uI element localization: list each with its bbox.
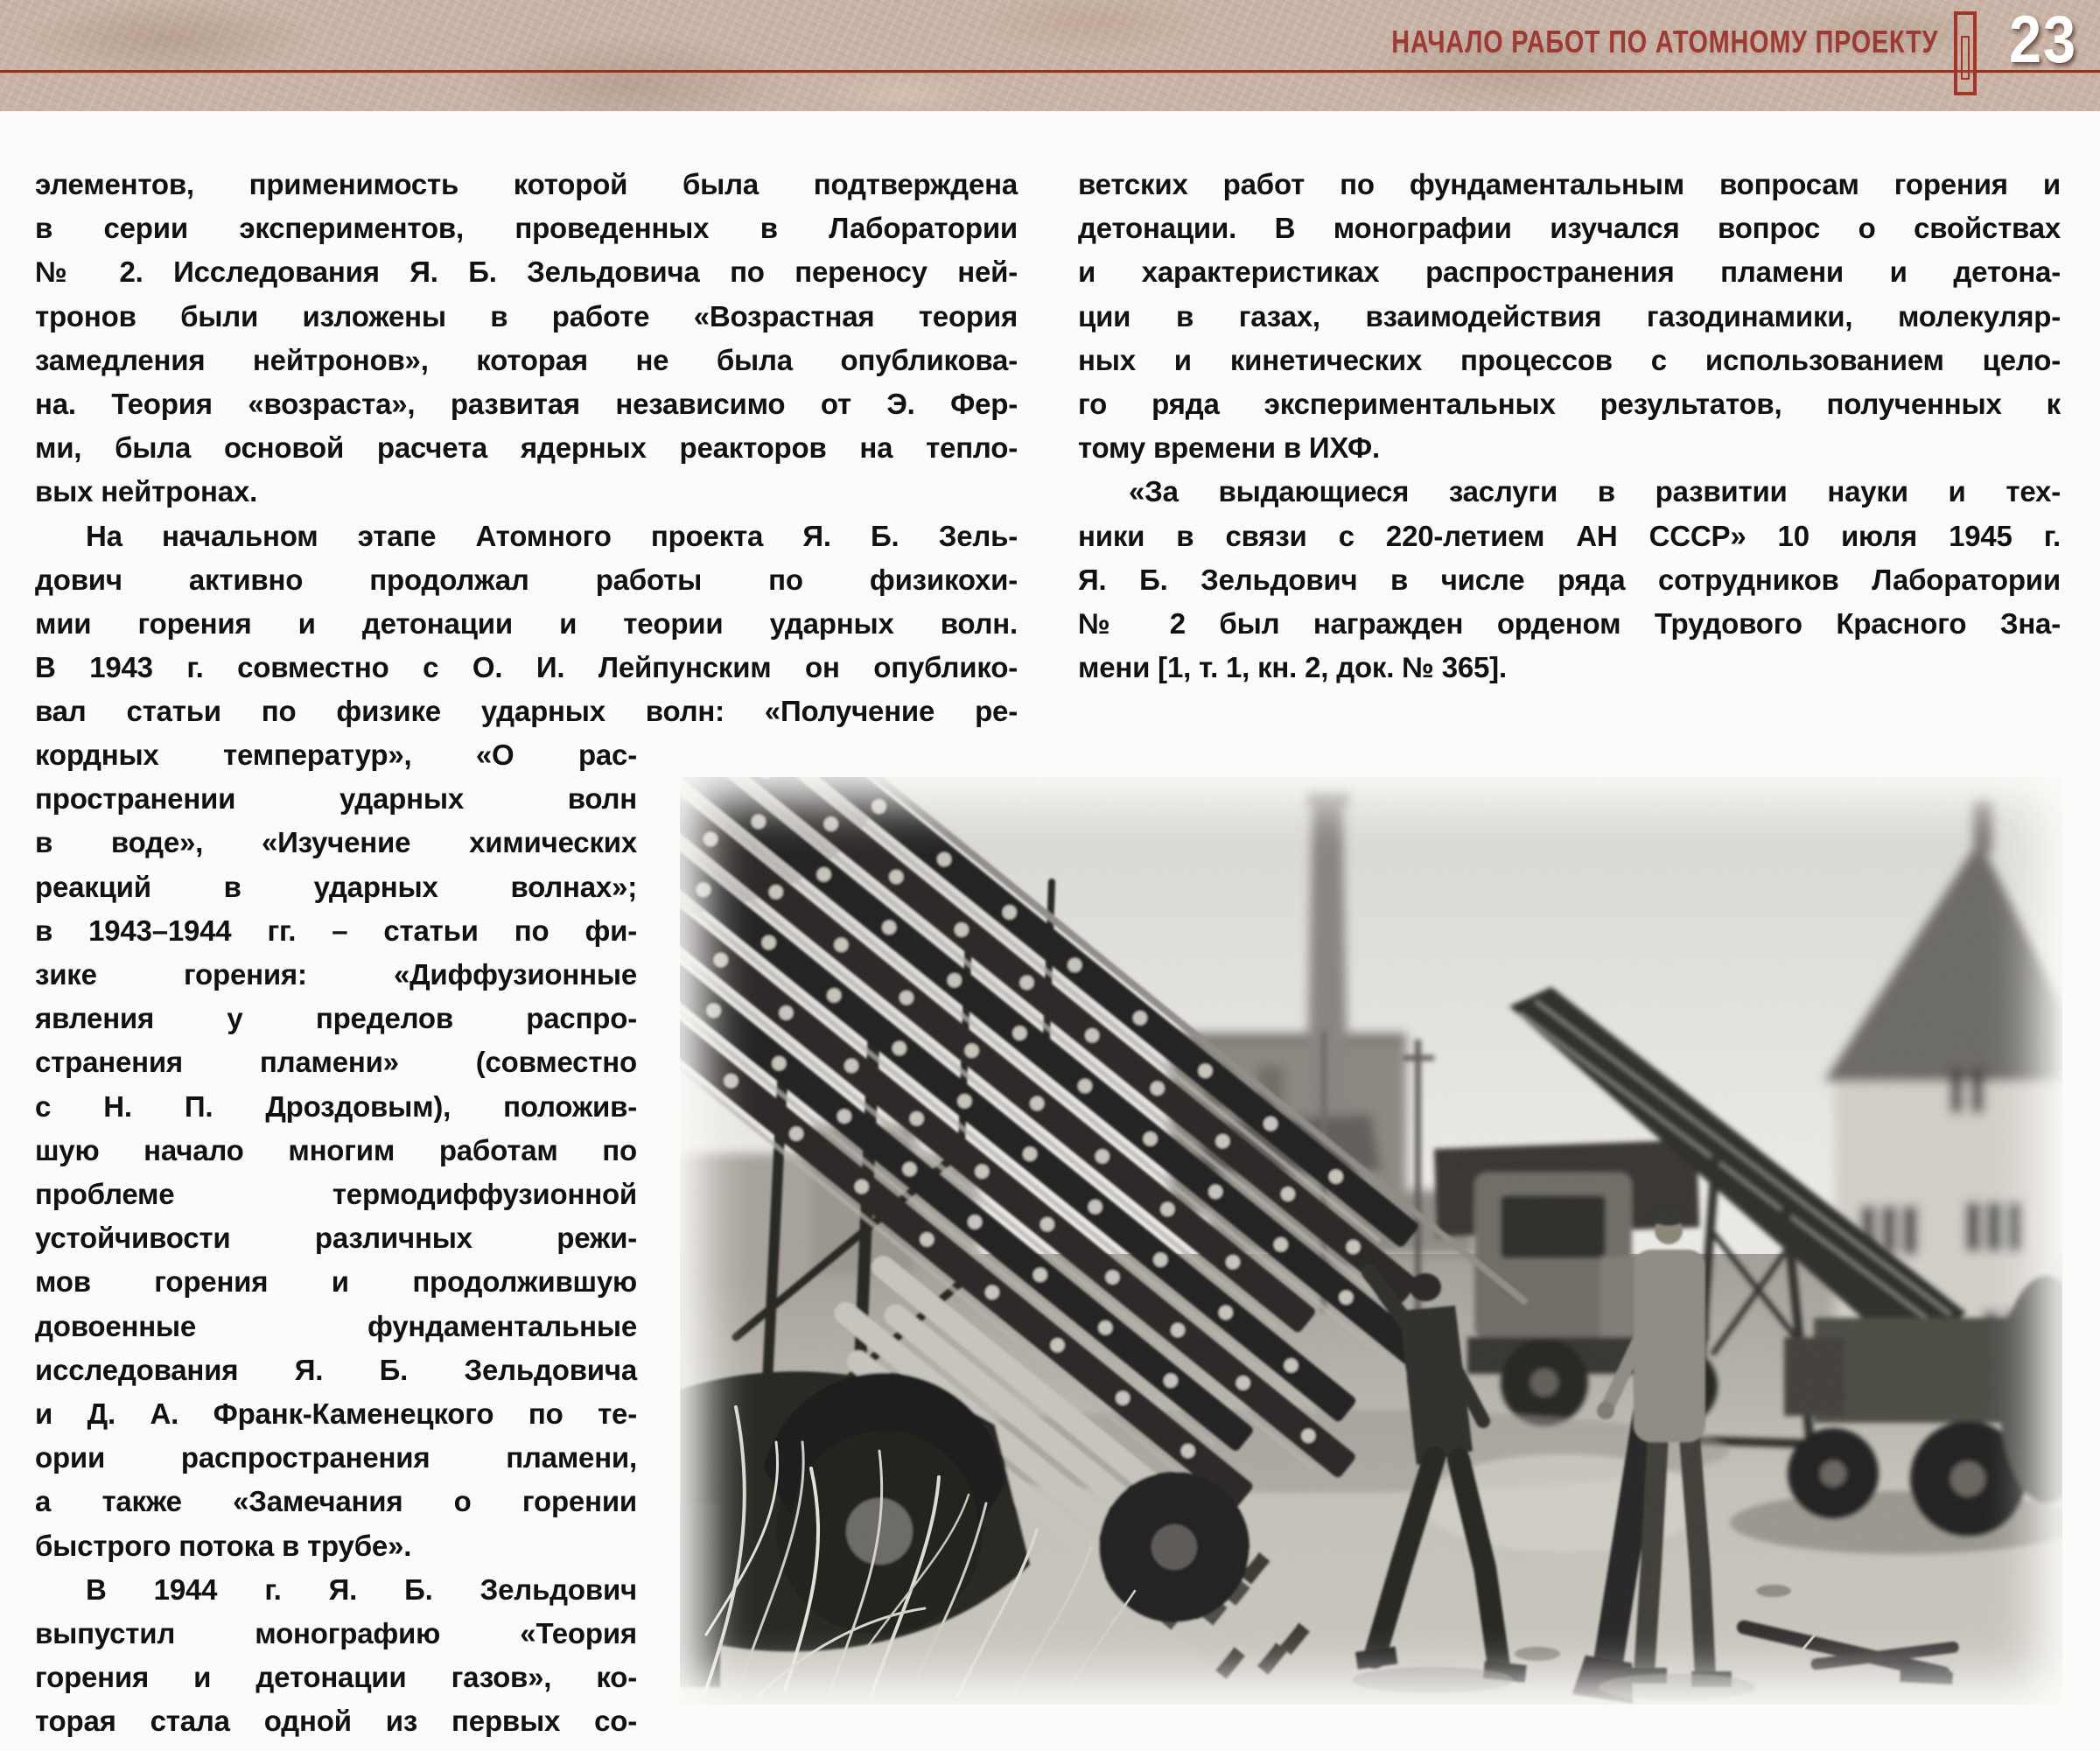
- section-ornament-inner: [1961, 36, 1970, 80]
- text-line: тому времени в ИХФ.: [1078, 431, 1380, 465]
- film-grain: [680, 777, 2062, 1705]
- text-line: устойчивости различных режи-: [35, 1222, 637, 1255]
- text-line: детонации. В монографии изучался вопрос о свойствах: [1078, 212, 2061, 245]
- text-line: быстрого потока в трубе».: [35, 1529, 412, 1562]
- text-line: тронов были изложены в работе «Возрастная теория: [35, 299, 1018, 333]
- photo-image: [680, 777, 2062, 1705]
- text-line: № 2. Исследования Я. Б. Зельдовича по переносу ней-: [35, 256, 1018, 289]
- text-line: элементов, применимость которой была подтверждена: [35, 168, 1018, 200]
- text-line: явления у пределов распро-: [35, 1002, 637, 1035]
- text-line: ники в связи с 220-летием АН СССР» 10 июля 1945 г.: [1078, 519, 2061, 552]
- text-line: а также «Замечания о горении: [35, 1485, 637, 1518]
- text-line: мии горения и детонации и теории ударных волн.: [35, 607, 1018, 641]
- text-line: кордных температур», «О рас-: [35, 739, 637, 771]
- text-line: На начальном этапе Атомного проекта Я. Б. Зель-: [86, 519, 1018, 552]
- text-line: в серии экспериментов, проведенных в Лаборатории: [35, 212, 1018, 245]
- right-column: [1078, 163, 2061, 690]
- page-number: 23: [2009, 3, 2077, 77]
- text-line: мов горения и продолжившую: [35, 1265, 637, 1299]
- header-rule: [0, 70, 2100, 74]
- text-line: торая стала одной из первых со-: [35, 1705, 637, 1738]
- text-line: ми, была основой расчета ядерных реакторов на тепло-: [35, 431, 1018, 465]
- text-line: с Н. П. Дроздовым), положив-: [35, 1089, 637, 1123]
- text-line: № 2 был награжден орденом Трудового Красного Зна-: [1078, 607, 2061, 641]
- text-line: ных и кинетических процессов с использованием цело-: [1078, 343, 2061, 376]
- text-line: вых нейтронах.: [35, 475, 258, 508]
- text-line: В 1943 г. совместно с О. И. Лейпунским он опублико-: [35, 651, 1018, 684]
- text-line: шую начало многим работам по: [35, 1133, 637, 1166]
- text-line: вал статьи по физике ударных волн: «Получение ре-: [35, 695, 1018, 728]
- text-line: зике горения: «Диффузионные: [35, 958, 637, 991]
- text-line: ории распространения пламени,: [35, 1441, 637, 1474]
- text-line: В 1944 г. Я. Б. Зельдович: [86, 1572, 637, 1606]
- text-line: мени [1, т. 1, кн. 2, док. № 365].: [1078, 651, 1507, 684]
- text-line: и характеристиках распространения пламени и детона-: [1078, 256, 2061, 289]
- text-line: в 1943–1944 гг. – статьи по фи-: [35, 914, 637, 947]
- photo-katyusha-rocket-launchers: [680, 777, 2062, 1705]
- text-line: проблеме термодиффузионной: [35, 1178, 637, 1211]
- running-header: НАЧАЛО РАБОТ ПО АТОМНОМУ ПРОЕКТУ: [1391, 24, 1938, 60]
- text-line: и Д. А. Франк-Каменецкого по те-: [35, 1397, 637, 1431]
- section-ornament: [1954, 11, 1977, 95]
- text-line: реакций в ударных волнах»;: [35, 870, 637, 903]
- text-line: исследования Я. Б. Зельдовича: [35, 1353, 637, 1386]
- text-line: довоенные фундаментальные: [35, 1309, 637, 1342]
- text-line: странения пламени» (совместно: [35, 1046, 637, 1079]
- text-line: «За выдающиеся заслуги в развитии науки и тех-: [1129, 475, 2061, 508]
- text-line: ветских работ по фундаментальным вопросам горения и: [1078, 168, 2061, 200]
- text-line: горения и детонации газов», ко-: [35, 1661, 637, 1694]
- text-line: на. Теория «возраста», развитая независимо от Э. Фер-: [35, 388, 1018, 421]
- left-column: [35, 163, 1018, 734]
- page-header-band: [0, 0, 2100, 111]
- text-line: пространении ударных волн: [35, 782, 637, 816]
- left-column-narrow: [35, 733, 637, 1744]
- text-line: замедления нейтронов», которая не была опубликова-: [35, 343, 1018, 376]
- text-line: выпустил монографию «Теория: [35, 1617, 637, 1650]
- text-line: дович активно продолжал работы по физикохи-: [35, 563, 1018, 596]
- text-line: го ряда экспериментальных результатов, полученных к: [1078, 388, 2061, 421]
- text-line: Я. Б. Зельдович в числе ряда сотрудников Лаборатории: [1078, 563, 2061, 596]
- text-line: в воде», «Изучение химических: [35, 826, 637, 859]
- text-line: ции в газах, взаимодействия газодинамики, молекуляр-: [1078, 299, 2061, 333]
